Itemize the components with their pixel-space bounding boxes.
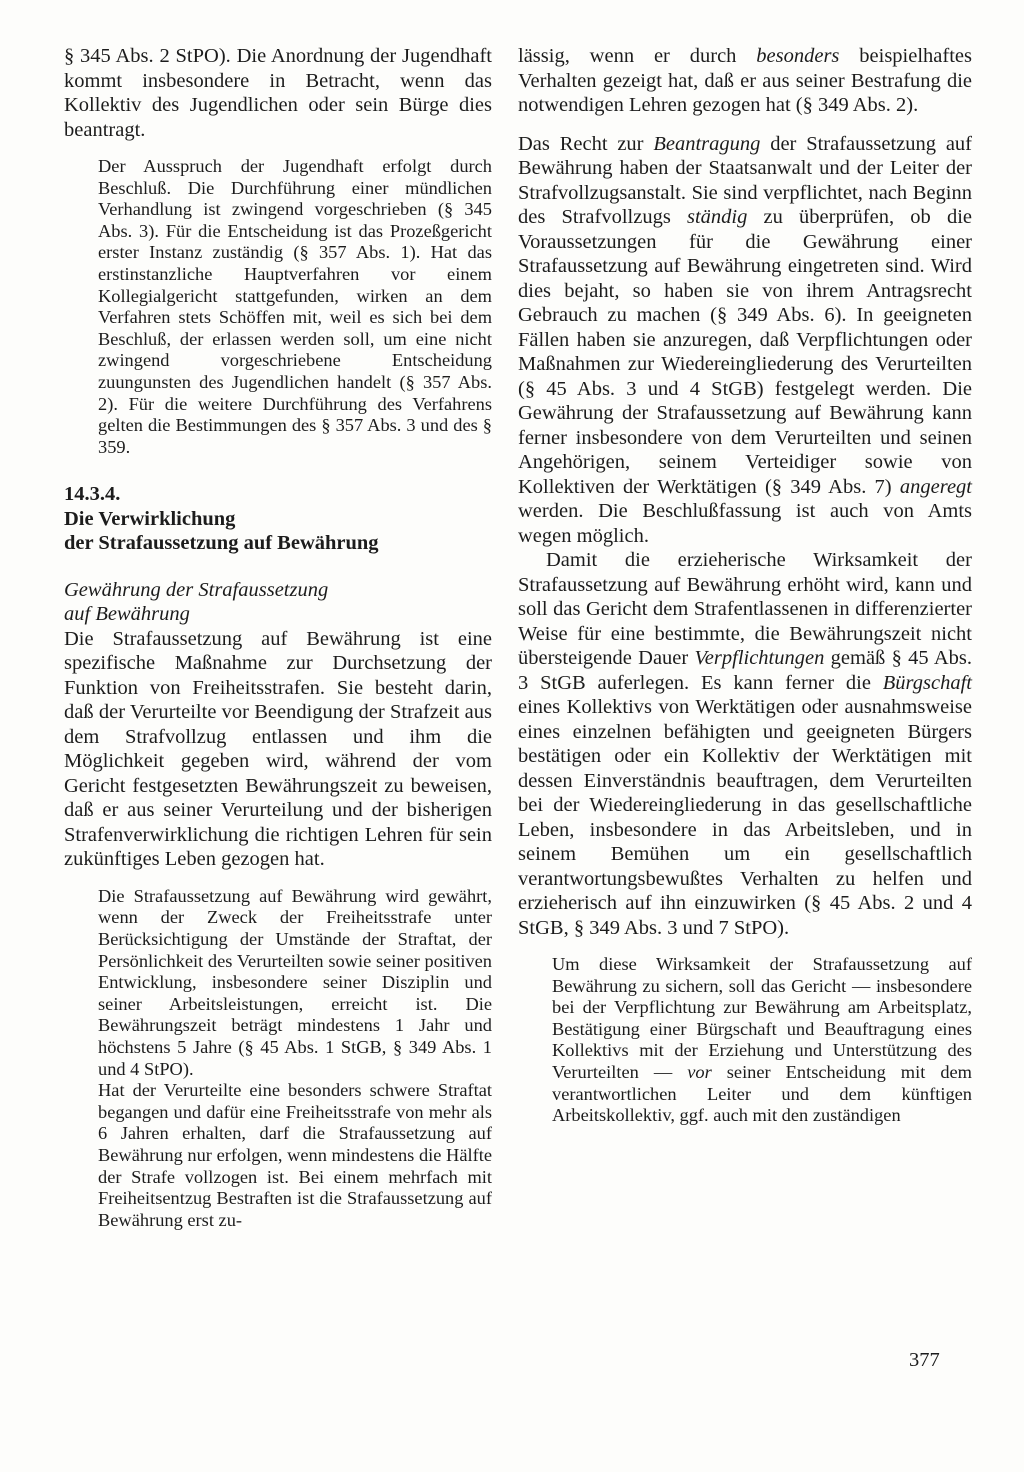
paragraph: § 345 Abs. 2 StPO). Die Anordnung der Jugendhaft kommt insbesondere in Betracht, wenn das Kollektiv des Jugendlichen oder sein Bürge dies beantragt. (64, 45, 492, 141)
section-title-line: Die Verwirklichung (64, 507, 236, 530)
paragraph: Die Strafaussetzung auf Bewährung ist eine spezifische Maßnahme zur Durchsetzung der Funktion von Freiheitsstrafen. Sie besteht darin, daß der Verurteilte vor Beendigung der Strafzeit aus dem Strafvollzug entlassen und ihm die Möglichkeit gegeben wird, während der vom Gericht festgesetzten Bewährungszeit zu beweisen, daß er aus seiner Verurteilung und der bisherigen Strafenverwirklichung die richtigen Lehren für sein zukünftiges Leben gezogen hat. (64, 627, 492, 871)
emphasis: ständig (686, 206, 748, 228)
emphasis: Verpflichtungen (694, 647, 825, 669)
left-column (64, 44, 492, 1231)
emphasis: Beantragung (653, 132, 761, 155)
section-number: 14.3.4. (64, 483, 121, 506)
section-heading (64, 482, 492, 556)
section-title-line: der Strafaussetzung auf Bewährung (64, 532, 379, 555)
page-number: 377 (909, 1349, 940, 1371)
subsection-title-line: Gewährung der Strafaussetzung (64, 578, 329, 601)
right-column (518, 44, 972, 1127)
subsection-title-line: auf Bewährung (64, 603, 190, 626)
emphasis: vor (687, 1061, 712, 1082)
small-print-paragraph: Hat der Verurteilte eine besonders schwere Straftat begangen und dafür eine Freiheitsstrafe von mehr als 6 Jahren erhalten, darf die Strafaussetzung auf Bewährung nur erfolgen, wenn mindestens die Hälfte der Strafe vollzogen ist. Bei einem mehrfach mit Freiheitsentzug Bestraften ist die Strafaussetzung auf Bewährung erst zu- (98, 1080, 492, 1230)
small-print-paragraph: Die Strafaussetzung auf Bewährung wird gewährt, wenn der Zweck der Freiheitsstrafe unter Berücksichtigung der Umstände der Straftat, der Persönlichkeit des Verurteilten sowie seiner positiven Entwicklung, insbesondere seiner Disziplin und seiner Arbeitsleistungen, erreicht ist. Die Bewährungszeit beträgt mindestens 1 Jahr und höchstens 5 Jahre (§ 45 Abs. 1 StGB, § 349 Abs. 1 und 4 StPO). (98, 885, 492, 1079)
subsection-heading (64, 578, 492, 627)
paragraph: Das Recht zur Beantragung der Strafaussetzung auf Bewährung haben der Staatsanwalt und der Leiter der Strafvollzugsanstalt. Sie sind verpflichtet, nach Beginn des Strafvollzugs ständig zu überprüfen, ob die Voraussetzungen für die Gewährung einer Strafaussetzung auf Bewährung eingetreten sind. Wird dies bejaht, so haben sie von ihrem Antragsrecht Gebrauch zu machen (§ 349 Abs. 6). In geeigneten Fällen haben sie anzuregen, daß Verpflichtungen oder Maßnahmen zur Wiedereingliederung des Verurteilten (§ 45 Abs. 3 und 4 StGB) festgelegt werden. Die Gewährung der Strafaussetzung auf Bewährung kann ferner insbesondere von dem Verurteilten und seinen Angehörigen, seinem Verteidiger sowie von Kollektiven der Werktätigen (§ 349 Abs. 7) angeregt werden. Die Beschlußfassung ist auch von Amts wegen möglich. (518, 132, 972, 547)
paragraph: lässig, wenn er durch besonders beispielhaftes Verhalten gezeigt hat, daß er aus seiner Bestrafung die notwendigen Lehren gezogen hat (§ 349 Abs. 2). (518, 45, 972, 116)
emphasis: besonders (756, 45, 840, 67)
emphasis: angeregt (899, 475, 972, 498)
small-print-paragraph: Der Ausspruch der Jugendhaft erfolgt durch Beschluß. Die Durchführung einer mündlichen Verhandlung ist zwingend vorgeschrieben (§ 345 Abs. 3). Für die Entscheidung ist das Prozeßgericht erster Instanz zuständig (§ 357 Abs. 1). Hat das erstinstanzliche Hauptverfahren vor einem Kollegialgericht stattgefunden, wirken an dem Verfahren stets Schöffen mit, weil es sich bei dem Beschluß, der erlassen werden soll, um eine nicht zwingend vorgeschriebene Entscheidung zuungunsten des Jugendlichen handelt (§ 357 Abs. 2). Für die weitere Durchführung des Verfahrens gelten die Bestimmungen des § 357 Abs. 3 und des § 359. (98, 156, 492, 457)
emphasis: Bürgschaft (882, 671, 972, 694)
paragraph: Damit die erzieherische Wirksamkeit der Strafaussetzung auf Bewährung erhöht wird, kann und soll das Gericht dem Strafentlassenen in differenzierter Weise für eine bestimmte, die Bewährungszeit nicht übersteigende Dauer Verpflichtungen gemäß § 45 Abs. 3 StGB auferlegen. Es kann ferner die Bürgschaft eines Kollektivs von Werktätigen oder ausnahmsweise eines einzelnen befähigten und geeigneten Bürgers bestätigen oder ein Kollektiv der Werktätigen mit dessen Einverständnis beauftragen, dem Verurteilten bei der Wiedereingliederung in das gesellschaftliche Leben, insbesondere in das Arbeitsleben, und in seinem Bemühen um ein gesellschaftlich verantwortungsbewußtes Verhalten zu helfen und erzieherisch auf ihn einzuwirken (§ 45 Abs. 2 und 4 StGB, § 349 Abs. 3 und 7 StPO). (518, 549, 973, 939)
small-print-paragraph: Um diese Wirksamkeit der Strafaussetzung auf Bewährung zu sichern, soll das Gericht — insbesondere bei der Verpflichtung zur Bewährung am Arbeitsplatz, Bestätigung einer Bürgschaft und Beauftragung eines Kollektivs mit der Erziehung und Unterstützung des Verurteilten — vor seiner Entscheidung mit dem verantwortlichen Leiter und dem künftigen Arbeitskollektiv, ggf. auch mit den zuständigen (552, 954, 972, 1126)
